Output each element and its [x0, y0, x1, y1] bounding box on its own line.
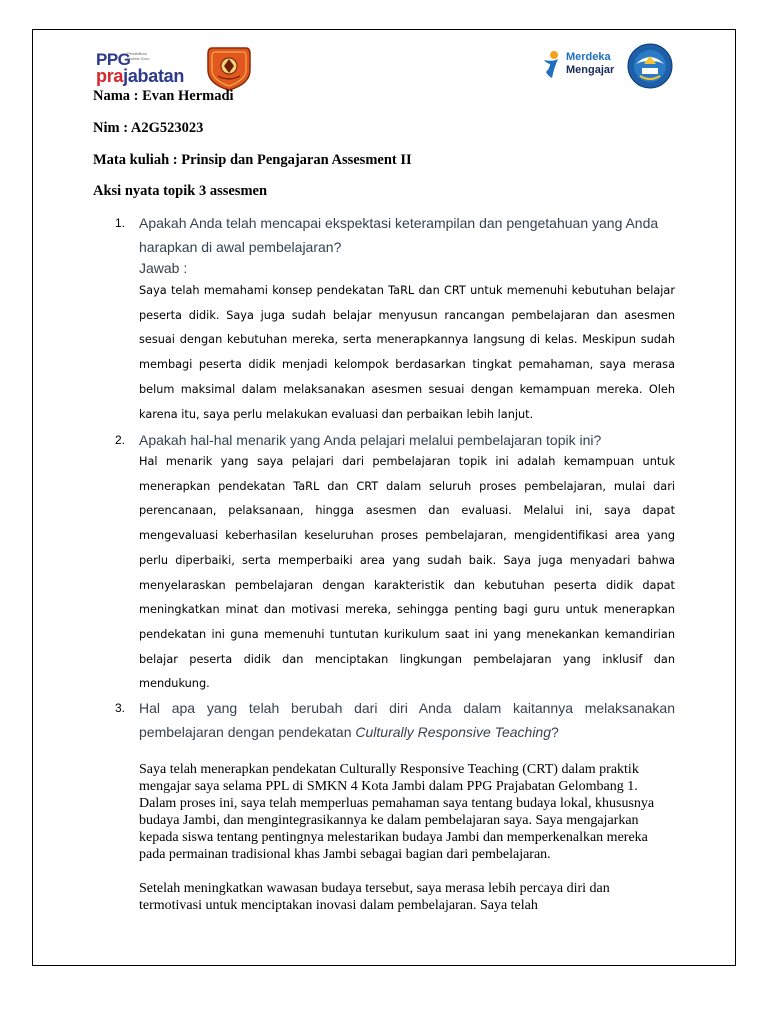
- university-seal-logo: [204, 42, 254, 92]
- question-3-line-1: Hal apa yang telah berubah dari diri Anda dalam kaitannya melaksanakan: [139, 700, 675, 716]
- topic-title: Aksi nyata topik 3 assesmen: [93, 183, 268, 199]
- merdeka-text: Merdeka: [566, 51, 611, 63]
- ppg-prajabatan-logo: [96, 44, 204, 92]
- merdeka-figure-icon: [540, 50, 562, 80]
- question-2-number: 2.: [115, 433, 126, 447]
- answer-label: Jawab :: [139, 260, 188, 276]
- question-3-number: 3.: [115, 701, 126, 715]
- answer-2: Hal menarik yang saya pelajari dari pembelajaran topik ini adalah kemampuan untuk menerapkan pendekatan TaRL dan CRT dalam seluruh proses pembelajaran, mulai dari perencanaan, pelaksanaan, hingga asesmen dan evaluasi. Melalui ini, saya dapat mengevaluasi keberhasilan keseluruhan proses pembelajaran, mengidentifikasi area yang perlu diperbaiki, serta memperbaiki area yang sudah baik. Saya juga menyadari bahwa menyelaraskan pembelajaran dengan karakteristik dan kebutuhan peserta didik dapat meningkatkan minat dan motivasi mereka, sehingga penting bagi guru untuk menerapkan pendekatan ini guna memenuhi tuntutan kurikulum saat ini yang menekankan kemandirian belajar peserta didik dan menciptakan lingkungan pembelajaran yang inklusif dan mendukung.: [139, 455, 675, 691]
- answer-3-paragraph-2: Setelah meningkatkan wawasan budaya tersebut, saya merasa lebih percaya diri dan termotivasi untuk menciptakan inovasi dalam pembelajaran. Saya telah: [139, 881, 610, 913]
- question-1-text: Apakah Anda telah mencapai ekspektasi keterampilan dan pengetahuan yang Anda harapkan di awal pembelajaran?: [139, 215, 659, 255]
- question-3-line-2-end: ?: [551, 724, 559, 740]
- ppg-logo-top: PPG: [96, 50, 131, 69]
- student-name: Nama : Evan Hermadi: [93, 88, 234, 104]
- course-title: Mata kuliah : Prinsip dan Pengajaran Assesment II: [93, 152, 412, 168]
- mengajar-text: Mengajar: [566, 64, 615, 76]
- answer-1: Saya telah memahami konsep pendekatan TaRL dan CRT untuk memenuhi kebutuhan belajar peserta didik. Saya juga sudah belajar menyusun rancangan pembelajaran dan asesmen sesuai dengan kebutuhan mereka, serta menerapkannya langsung di kelas. Meskipun sudah membagi peserta didik menjadi kelompok berdasarkan tingkat pemahaman, saya merasa belum maksimal dalam melaksanakan asesmen sesuai dengan kemampuan mereka. Oleh karena itu, saya perlu melakukan evaluasi dan perbaikan lebih lanjut.: [139, 284, 675, 421]
- ppg-logo-bottom-accent: pra: [96, 66, 124, 86]
- question-1-number: 1.: [115, 216, 126, 230]
- question-2-text: Apakah hal-hal menarik yang Anda pelajari melalui pembelajaran topik ini?: [139, 432, 602, 448]
- ppg-logo-bottom: [96, 66, 184, 87]
- question-3-crt-term: Culturally Responsive Teaching: [355, 724, 551, 740]
- question-3-text: [139, 696, 675, 744]
- student-nim: Nim : A2G523023: [93, 120, 204, 136]
- ppg-logo-bottom-rest: jabatan: [123, 66, 185, 86]
- tut-wuri-handayani-logo: [626, 42, 674, 90]
- ppg-logo-subtitle: Pendidikan Profesi Guru: [127, 51, 150, 61]
- question-3-line-2-start: pembelajaran dengan pendekatan: [139, 724, 356, 740]
- answer-3: [139, 761, 675, 931]
- answer-3-paragraph-1: Saya telah menerapkan pendekatan Culturally Responsive Teaching (CRT) dalam praktik mengajar saya selama PPL di SMKN 4 Kota Jambi dalam PPG Prajabatan Gelombang 1. Dalam proses ini, saya telah memperluas pemahaman saya tentang budaya lokal, khususnya budaya Jambi, dan mengintegrasikannya ke dalam pembelajaran saya. Saya mengajarkan kepada siswa tentang pentingnya melestarikan budaya Jambi dan memperkenalkan mereka pada permainan tradisional khas Jambi sebagai bagian dari pembelajaran.: [139, 762, 655, 862]
- question-3-line-2: [139, 720, 675, 744]
- merdeka-mengajar-logo: [540, 48, 624, 84]
